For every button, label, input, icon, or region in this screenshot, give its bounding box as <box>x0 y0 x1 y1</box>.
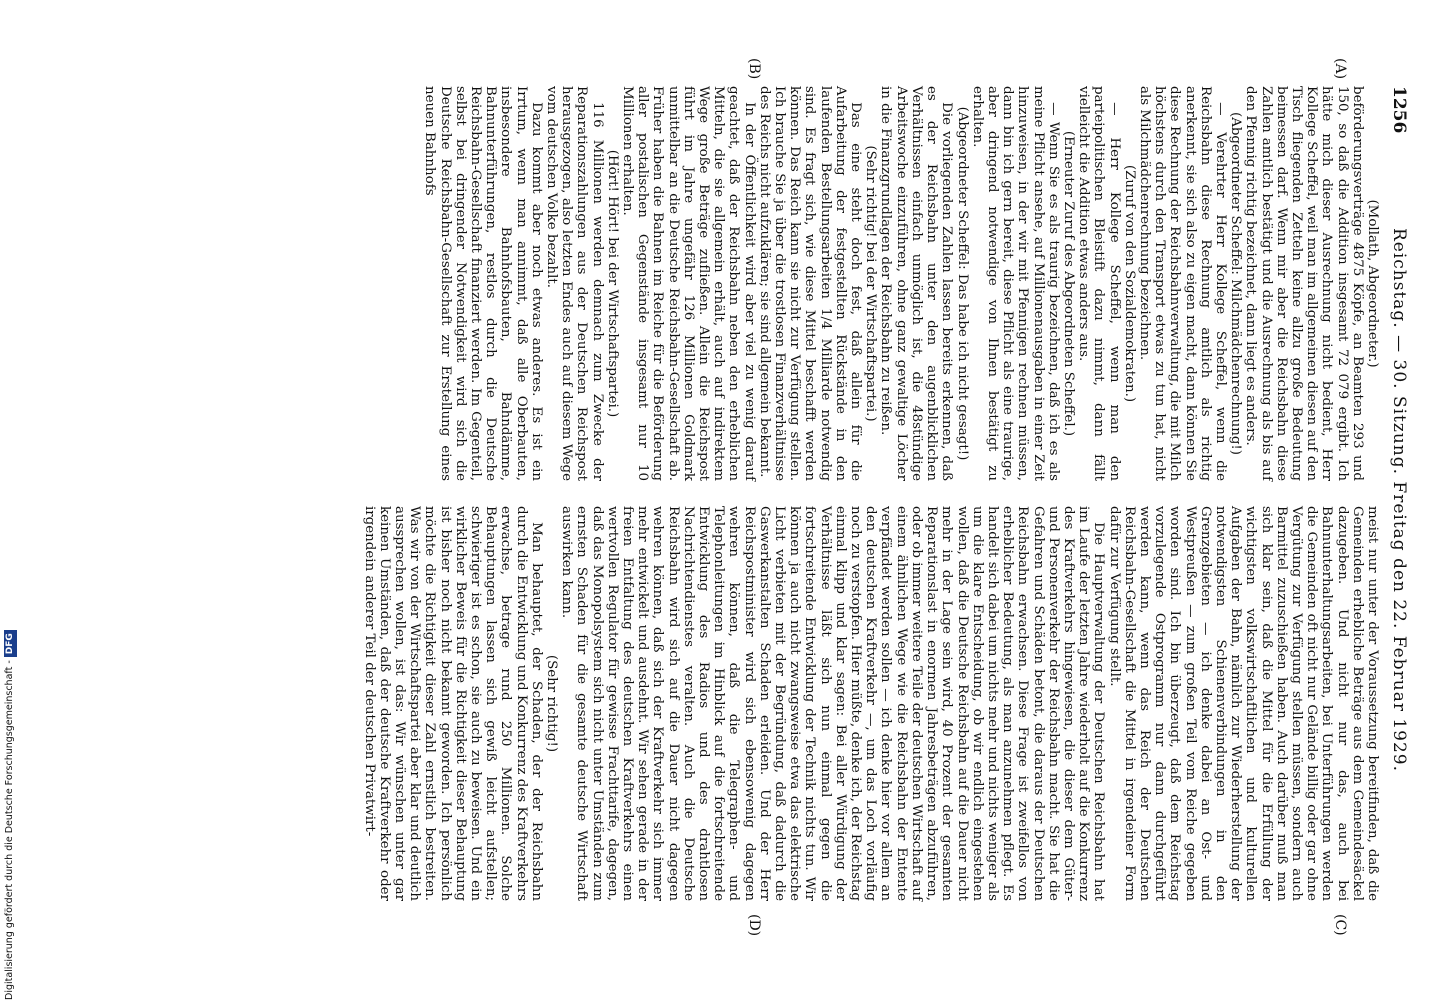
digitization-credit <box>2 0 18 1000</box>
interjection: (Abgeordneter Scheffel: Das habe ich nicht gesagt!) <box>954 106 970 461</box>
paragraph: — Herr Kollege Scheffel, wenn man den parteipolitischen Bleistift dazu nimmt, dann fällt vielleicht die Addition etwas anders aus. <box>1076 86 1122 481</box>
paragraph: beförderungsverträge 4875 Köpfe, an Beamten 293 und 150, so daß die Addition insgesamt 72 079 ergibt. Ich hätte mich dieser Ausrechnung nicht bedient, Herr Kollege Scheffel, weil man im allgemeinen diesen auf den Tisch fliegenden Zetteln keine allzu große Bedeutung beimessen darf. Wenn mir aber die Reichsbahn diese Zahlen amtlich bestätigt und die Ausrechnung als bis auf den Pfennig richtig bezeichnet, dann liegt es anders. <box>1243 86 1365 481</box>
speaker-line: (Mollath, Abgeordneter.) <box>1365 199 1380 368</box>
paragraph: meist nur unter der Voraussetzung bereitfinden, daß die Gemeinden erhebliche Beträge aus dem Gemeindesäckel dazugeben. Und nicht nur das, auch bei Bahnunterhaltungsarbeiten, bei Unterführungen werden die Gemeinden oft nicht nur Gelände billig oder gar ohne Vergütung zur Verfügung stellen müssen, sondern auch Barmittel zuzuschießen haben. Auch darüber muß man sich klar sein, daß die Mittel für die Erfüllung der wichtigsten volkswirtschaftlichen und kulturellen Aufgaben der Bahn, nämlich zur Wiederherstellung der notwendigsten Schienenverbindungen in den Grenzgebieten — ich denke dabei an Ost- und Westpreußen — zum großen Teil vom Reiche gegeben worden sind. Ich bin überzeugt, daß dem Reichstag vorzulegende Ostprogramm nur dann durchgeführt werden kann, wenn das Reich der Deutschen Reichsbahn-Gesellschaft die Mittel in irgendeiner Form dafür zur Verfügung stellt. <box>1106 506 1380 901</box>
paragraph: Dazu kommt aber noch etwas anderes. Es ist ein Irrtum, wenn man annimmt, daß alle Oberbauten, insbesondere Bahnhofsbauten, Bahndämme, Bahnunterführungen, restlos durch die Deutsche Reichsbahn-Gesellschaft finanziert werden. Im Gegenteil, selbst bei dringender Notwendigkeit wird sich die Deutsche Reichsbahn-Gesellschaft zur Erstellung eines neuen Bahnhofs <box>422 86 544 481</box>
running-title: Reichstag. — 30. Sitzung. Freitag den 22. Februar 1929. <box>1389 227 1409 773</box>
margin-marker-a: (A) <box>1332 58 1348 80</box>
interjection: (Sehr richtig! bei der Wirtschaftspartei.) <box>863 145 879 422</box>
interjection: (Hört! Hört! bei der Wirtschaftspartei.) <box>604 149 620 418</box>
paragraph: In der Öffentlichkeit wird aber viel zu wenig darauf geachtet, daß der Reichsbahn neben den erheblichen Mitteln, die sie allgemein erhält, auch auf indirektem Wege große Beträge zufließen. Allein die Reichspost führt im Jahre ungefähr 126 Millionen Goldmark unmittelbar an die Deutsche Reichsbahn-Gesellschaft ab. Früher haben die Bahnen im Reiche für die Beförderung aller postalischen Gegenstände insgesamt nur 10 Millionen erhalten. <box>620 86 757 481</box>
margin-marker-d: (D) <box>746 914 762 937</box>
paragraph: — Wenn Sie es als traurig bezeichnen, daß ich es als meine Pflicht ansehe, auf Millionenausgaben in einer Zeit hinzuweisen, in der wir mit Pfennigen rechnen müssen, dann bin ich gern bereit, diese Pflicht als eine traurige, aber dringend notwendige von Ihnen bestätigt zu erhalten. <box>969 86 1061 481</box>
paragraph: — Verehrter Herr Kollege Scheffel, wenn die Reichsbahn diese Rechnung amtlich als richtig anerkennt, sie sich also zu eigen macht, dann können Sie diese Rechnung der Reichsbahnverwaltung, die mit Milch höchstens durch den Transport etwas zu tun hat, nicht als Milchmädchenrechnung bezeichnen. <box>1136 86 1228 481</box>
paragraph: 116 Millionen werden demnach zum Zwecke der Reparationszahlungen aus der Deutschen Reichspost herausgezogen, also letzten Endes auch auf diesem Wege vom deutschen Volke bezahlt. <box>544 86 605 481</box>
paragraph: Die Hauptverwaltung der Deutschen Reichsbahn hat im Laufe der letzten Jahre wiederholt auf die Konkurrenz des Kraftverkehrs hingewiesen, die dieser dem Güter- und Personenverkehr der Reichsbahn macht. Sie hat die Gefahren und Schäden betont, die daraus der Deutschen Reichsbahn erwachsen. Diese Frage ist zweifellos von erheblicher Bedeutung, als man anzunehmen pflegt. Es handelt sich dabei um nichts mehr und nichts weniger als um die klare Entscheidung, ob wir endlich eingestehen wollen, daß die Deutsche Reichsbahn auf die Dauer nicht mehr in der Lage sein wird, 40 Prozent der gesamten Reparationslast in enormen Jahresbeträgen abzuführen, oder ob immer weitere Teile der deutschen Wirtschaft auf einem ähnlichen Wege wie die Reichsbahn der Entente verpfändet werden sollen — ich denke hier vor allem an den deutschen Kraftverkehr —, um das Loch vorläufig noch zu verstopfen. Hier müßte, denke ich, der Reichstag einmal klipp und klar sagen: Bei aller Würdigung der Verhältnisse läßt sich nun einmal gegen die fortschreitende Entwicklung der Technik nichts tun. Wir können ja auch nicht zwangsweise etwa das elektrische Licht verbieten mit der Begründung, daß dadurch die Gaswerkanstalten Schaden erleiden. Und der Herr Reichspostminister wird sich ebensowenig dagegen wehren können, daß die Telegraphen- und Telephonleitungen im Hinblick auf die fortschreitende Entwicklung des Radios und des drahtlosen Nachrichtendienstes veralten. Auch die Deutsche Reichsbahn wird sich auf die Dauer nicht dagegen wehren können, daß sich der Kraftverkehr sich immer mehr entwickelt und ausdehnt. Wir sehen gerade in der freien Entfaltung des deutschen Kraftverkehrs einen wertvollen Regulator für gewisse Frachttarife, dagegen, daß das Monopolsystem sich nicht unter Umständen zum ernsten Schaden für die gesamte deutsche Wirtschaft auswirken kann. <box>559 506 1107 901</box>
paragraph: Man behauptet, der Schaden, der der Reichsbahn durch die Entwicklung und Konkurrenz des Kraftverkehrs erwachse, betrage rund 250 Millionen. Solche Behauptungen lassen sich gewiß leicht aufstellen; schwieriger ist es schon, sie auch zu beweisen. Und ein wirklicher Beweis für die Richtigkeit dieser Behauptung ist bisher noch nicht bekannt geworden. Ich persönlich möchte die Richtigkeit dieser Zahl ernstlich bestreiten. Was wir von der Wirtschaftspartei aber klar und deutlich aussprechen wollen, ist das: Wir wünschen unter gar keinen Umständen, daß der deutsche Kraftverkehr oder irgendein anderer Teil der deutschen Privatwirt- <box>361 506 544 901</box>
page-header <box>1388 86 1410 914</box>
interjection: (Erneuter Zuruf des Abgeordneten Scheffel.) <box>1060 130 1076 437</box>
margin-marker-c: (C) <box>1332 914 1348 936</box>
interjection: (Sehr richtig!) <box>544 654 560 753</box>
left-column <box>422 86 1380 481</box>
margin-marker-b: (B) <box>746 58 762 80</box>
dfg-logo: DFG <box>4 630 17 657</box>
rotated-document-page <box>100 58 1410 937</box>
right-column <box>361 506 1380 901</box>
interjection: (Zuruf von den Sozialdemokraten.) <box>1121 164 1137 403</box>
page-number: 1256 <box>1389 86 1409 134</box>
interjection: (Abgeordneter Scheffel: Milchmädchenrechnung!) <box>1228 111 1244 456</box>
credit-text: Digitalisierung gefördert durch die Deutsche Forschungsgemeinschaft - <box>4 660 15 1000</box>
paragraph: Das eine steht doch fest, daß allein für die Aufarbeitung der festgestellten Rückstände in den laufenden Bestellungsarbeiten 1/4 Milliarde notwendig sind. Es fragt sich, wie diese Mittel beschafft werden können. Das Reich kann sie nicht zur Verfügung stellen. Ich brauche Sie ja über die trostlosen Finanzverhältnisse des Reichs nicht aufzuklären; sie sind allgemein bekannt. <box>756 86 864 481</box>
paragraph: Die vorliegenden Zahlen lassen bereits erkennen, daß es der Reichsbahn unter den augenblicklichen Verhältnissen einfach unmöglich ist, die 48stündige Arbeitswoche einzuführen, ohne ganz gewaltige Löcher in die Finanzgrundlagen der Reichsbahn zu reißen. <box>878 86 955 481</box>
